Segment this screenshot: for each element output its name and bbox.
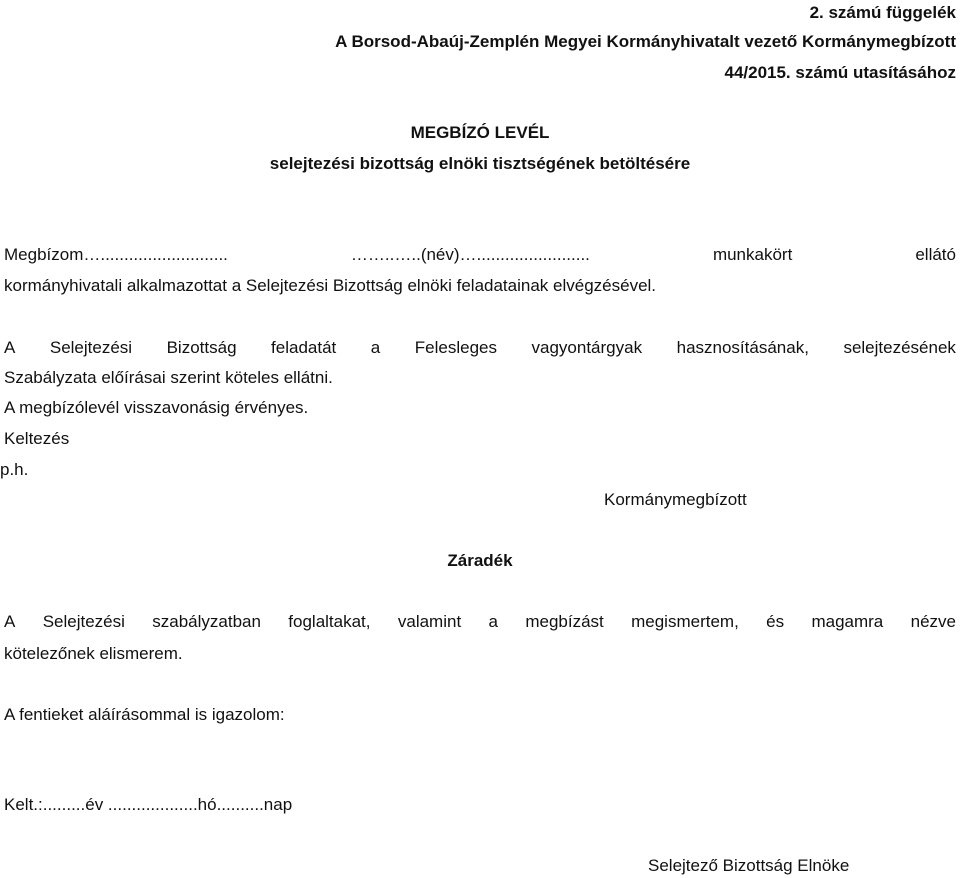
word: a (370, 338, 381, 357)
word: A (4, 612, 16, 631)
committee-chair-signature: Selejtező Bizottság Elnöke (648, 856, 850, 875)
date-label: Keltezés (4, 429, 70, 448)
instruction-reference: 44/2015. számú utasításához (724, 63, 956, 82)
document-title: MEGBÍZÓ LEVÉL (410, 123, 550, 142)
appointment-word: munkakört (712, 245, 793, 264)
word: Selejtezési (49, 338, 133, 357)
clause-line-1 (4, 611, 956, 633)
name-placeholder: ……..…..(név)…........................ (350, 245, 590, 264)
word: feladatát (271, 338, 337, 357)
clause-title: Záradék (447, 551, 513, 570)
word: foglaltakat, (288, 612, 371, 631)
word: Bizottság (166, 338, 237, 357)
confirmation-line: A fentieket aláírásommal is igazolom: (4, 705, 285, 724)
word: szabályzatban (152, 612, 261, 631)
word: Felesleges (414, 338, 497, 357)
appointment-line-2: kormányhivatali alkalmazottat a Selejtezési Bizottság elnöki feladatainak elvégzésével. (4, 276, 657, 295)
signer-title: Kormánymegbízott (604, 490, 747, 509)
duty-line-1 (4, 337, 956, 359)
document-subtitle: selejtezési bizottság elnöki tisztségének betöltésére (269, 154, 691, 173)
word: selejtezésének (843, 338, 956, 357)
appointment-word: ellátó (915, 245, 956, 264)
word: a (488, 612, 498, 631)
seal-label: p.h. (0, 460, 29, 479)
validity-statement: A megbízólevél visszavonásig érvényes. (4, 398, 309, 417)
issuer-line: A Borsod-Abaúj-Zemplén Megyei Kormányhivatalt vezető Kormánymegbízott (335, 32, 956, 51)
appointment-line-1 (4, 244, 956, 266)
word: és (766, 612, 785, 631)
appendix-number: 2. számú függelék (809, 3, 956, 22)
word: magamra (811, 612, 884, 631)
word: nézve (910, 612, 956, 631)
word: valamint (397, 612, 462, 631)
word: hasznosításának, (676, 338, 809, 357)
date-place-line: Kelt.:.........év ...................hó..........nap (4, 795, 293, 814)
word: megismertem, (631, 612, 739, 631)
word: vagyontárgyak (531, 338, 643, 357)
word: A (4, 338, 16, 357)
clause-line-2: kötelezőnek elismerem. (4, 644, 183, 663)
duty-line-2: Szabályzata előírásai szerint köteles ellátni. (4, 368, 333, 387)
appointment-word: Megbízom…........................... (4, 245, 228, 264)
word: megbízást (525, 612, 604, 631)
word: Selejtezési (42, 612, 125, 631)
